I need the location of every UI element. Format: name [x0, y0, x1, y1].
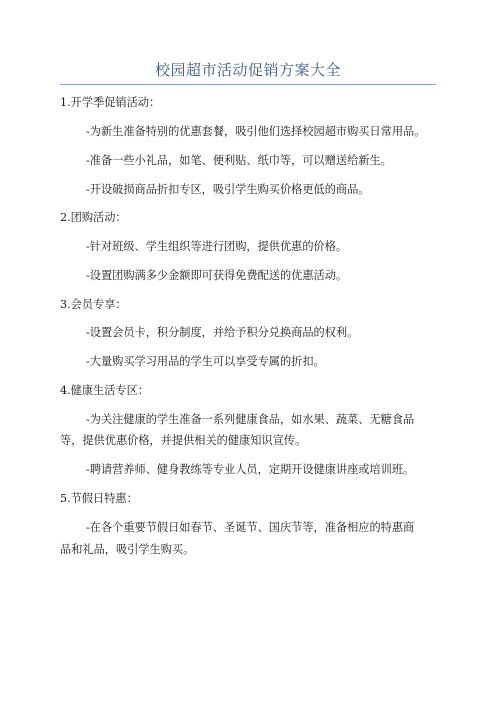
section-heading-5: 5.节假日特惠：: [60, 492, 138, 505]
section-3-item-2: -大量购买学习用品的学生可以享受专属的折扣。: [86, 355, 325, 368]
section-4-item-2: -聘请营养师、健身教练等专业人员，定期开设健康讲座或培训班。: [86, 463, 415, 476]
section-4-item-1: -为关注健康的学生准备一系列健康食品，如水果、蔬菜、无糖食品: [86, 413, 415, 426]
section-3-item-1: -设置会员卡，积分制度，并给予积分兑换商品的权利。: [86, 326, 359, 339]
title-underline: [60, 84, 436, 85]
section-1-item-1: -为新生准备特别的优惠套餐，吸引他们选择校园超市购买日常用品。: [86, 125, 426, 138]
section-2-item-2: -设置团购满多少金额即可获得免费配送的优惠活动。: [86, 269, 348, 282]
section-heading-1: 1.开学季促销活动：: [60, 96, 161, 109]
section-5-item-1: -在各个重要节假日如春节、圣诞节、国庆节等，准备相应的特惠商: [86, 521, 415, 534]
section-1-item-2: -准备一些小礼品，如笔、便利贴、纸巾等，可以赠送给新生。: [86, 154, 392, 167]
section-heading-3: 3.会员专享：: [60, 298, 127, 311]
section-5-item-1-continued: 品和礼品，吸引学生购买。: [60, 543, 195, 556]
section-1-item-3: -开设破损商品折扣专区，吸引学生购买价格更低的商品。: [86, 183, 370, 196]
section-heading-2: 2.团购活动：: [60, 211, 127, 224]
page-title: 校园超市活动促销方案大全: [154, 61, 341, 79]
section-heading-4: 4.健康生活专区：: [60, 384, 149, 397]
section-2-item-1: -针对班级、学生组织等进行团购，提供优惠的价格。: [86, 240, 348, 253]
section-4-item-1-continued: 等，提供优惠价格，并提供相关的健康知识宣传。: [60, 434, 307, 447]
